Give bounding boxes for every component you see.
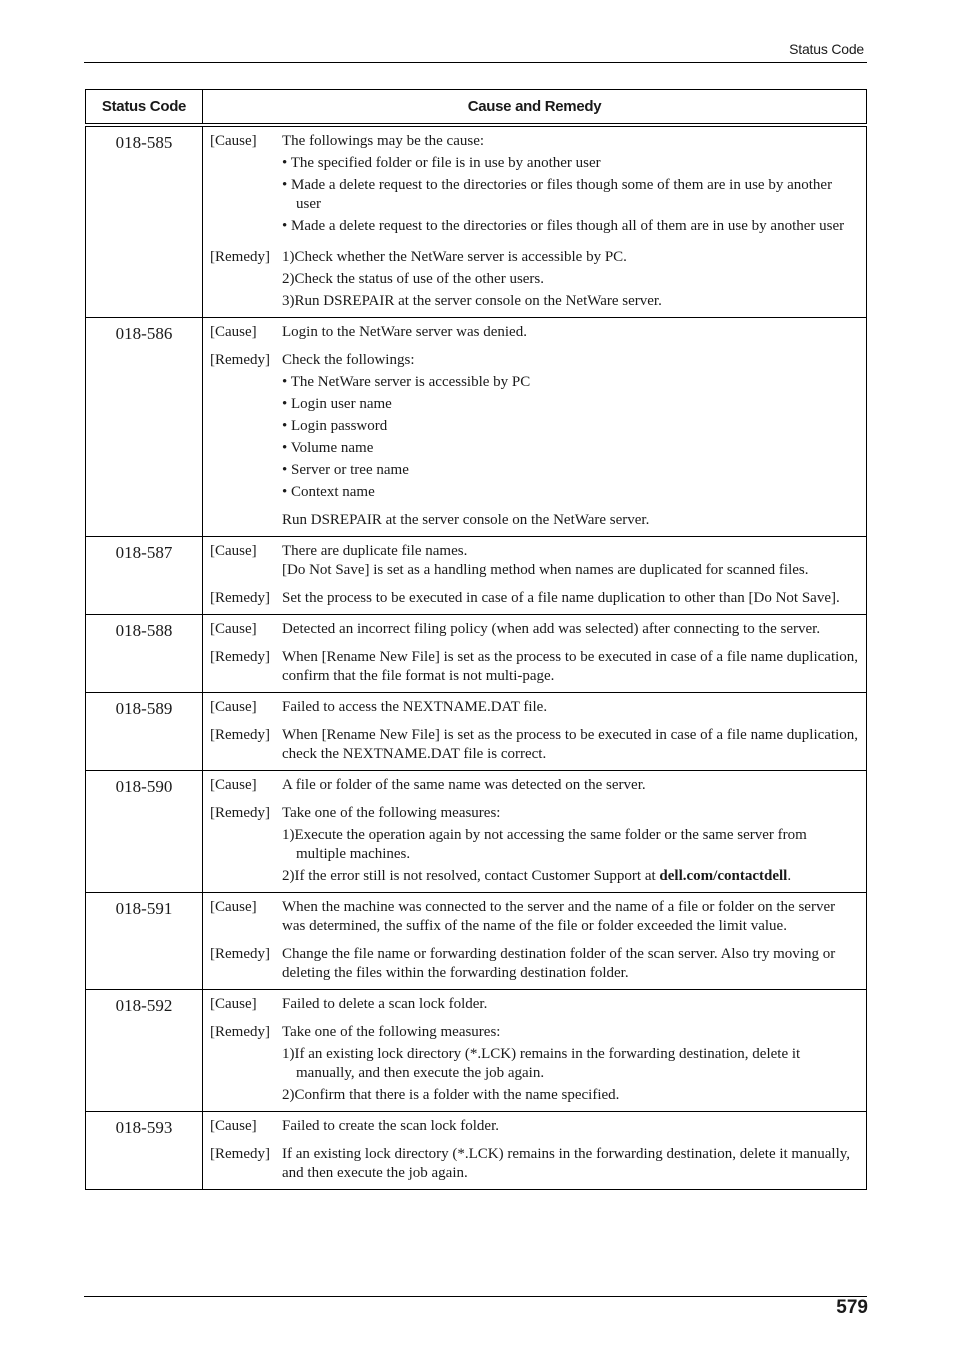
cause-label: [Cause] — [210, 699, 257, 715]
remedy-bullet: • Server or tree name — [282, 462, 409, 478]
cause-label: [Cause] — [210, 996, 257, 1012]
remedy-step: 1)If an existing lock directory (*.LCK) remains in the forwarding destination, delete it manually, and then execute the job again. — [282, 1046, 801, 1081]
remedy-text: Take one of the following measures: — [282, 1024, 501, 1040]
remedy-label: [Remedy] — [210, 1024, 270, 1040]
remedy-entry — [210, 1023, 860, 1105]
table-row — [86, 615, 867, 693]
remedy-entry — [210, 589, 860, 608]
cause-entry — [210, 995, 860, 1014]
remedy-step: 2)Confirm that there is a folder with the name specified. — [282, 1087, 620, 1103]
remedy-entry — [210, 648, 860, 686]
table-row — [86, 693, 867, 771]
cause-remedy-cell — [203, 771, 867, 893]
status-code: 018-589 — [86, 693, 203, 771]
remedy-label: [Remedy] — [210, 590, 270, 606]
page-number: 579 — [836, 1297, 868, 1318]
cause-remedy-cell — [203, 318, 867, 537]
remedy-text: When [Rename New File] is set as the process to be executed in case of a file name duplication, check the NEXTNAME.DAT file is correct. — [282, 727, 859, 762]
remedy-text: Change the file name or forwarding destination folder of the scan server. Also try moving or deleting the files within the forwarding destination folder. — [282, 946, 836, 981]
status-code: 018-586 — [86, 318, 203, 537]
cause-label: [Cause] — [210, 543, 257, 559]
table-row — [86, 771, 867, 893]
remedy-entry — [210, 804, 860, 886]
cause-label: [Cause] — [210, 324, 257, 340]
remedy-bullet: • Context name — [282, 484, 375, 500]
remedy-text: When [Rename New File] is set as the process to be executed in case of a file name duplication, confirm that the file format is not multi-page. — [282, 649, 859, 684]
column-header-status-code: Status Code — [86, 90, 203, 126]
cause-remedy-cell — [203, 615, 867, 693]
cause-entry — [210, 698, 860, 717]
cause-text: A file or folder of the same name was detected on the server. — [282, 777, 646, 793]
cause-remedy-cell — [203, 990, 867, 1112]
remedy-label: [Remedy] — [210, 805, 270, 821]
cause-text: [Do Not Save] is set as a handling method when names are duplicated for scanned files. — [282, 562, 809, 578]
cause-label: [Cause] — [210, 1118, 257, 1134]
cause-entry — [210, 620, 860, 639]
cause-text: When the machine was connected to the server and the name of a file or folder on the server was determined, the suffix of the name of the file or folder exceeded the limit value. — [282, 899, 836, 934]
cause-entry — [210, 1117, 860, 1136]
remedy-step: 3)Run DSREPAIR at the server console on the NetWare server. — [282, 293, 662, 309]
status-code: 018-591 — [86, 893, 203, 990]
remedy-step: 1)Execute the operation again by not accessing the same folder or the same server from multiple machines. — [282, 827, 807, 862]
table-row — [86, 893, 867, 990]
table-row — [86, 125, 867, 318]
top-rule — [84, 62, 867, 63]
table-header-row — [86, 90, 867, 126]
cause-remedy-cell — [203, 125, 867, 318]
remedy-step-text: 2)If the error still is not resolved, contact Customer Support at — [282, 868, 660, 884]
status-code-table — [85, 89, 867, 1190]
remedy-bullet: • Login user name — [282, 396, 392, 412]
cause-label: [Cause] — [210, 777, 257, 793]
table-row — [86, 1112, 867, 1190]
remedy-label: [Remedy] — [210, 1146, 270, 1162]
remedy-label: [Remedy] — [210, 352, 270, 368]
status-code: 018-593 — [86, 1112, 203, 1190]
remedy-bullet: • Volume name — [282, 440, 374, 456]
cause-entry — [210, 898, 860, 936]
cause-text: There are duplicate file names. — [282, 543, 468, 559]
remedy-entry — [210, 726, 860, 764]
cause-label: [Cause] — [210, 133, 257, 149]
remedy-text: Set the process to be executed in case of a file name duplication to other than [Do Not Save]. — [282, 590, 840, 606]
contact-link[interactable]: dell.com/contactdell — [659, 868, 788, 884]
column-header-cause-remedy: Cause and Remedy — [203, 90, 867, 126]
cause-text: Detected an incorrect filing policy (when add was selected) after connecting to the server. — [282, 621, 821, 637]
remedy-entry — [210, 1145, 860, 1183]
remedy-bullet: • Login password — [282, 418, 388, 434]
remedy-step: 2)Check the status of use of the other users. — [282, 271, 545, 287]
cause-entry — [210, 776, 860, 795]
remedy-step: 1)Check whether the NetWare server is accessible by PC. — [282, 249, 627, 265]
remedy-step — [282, 867, 860, 886]
cause-text: Failed to access the NEXTNAME.DAT file. — [282, 699, 548, 715]
cause-remedy-cell — [203, 893, 867, 990]
cause-entry — [210, 323, 860, 342]
remedy-label: [Remedy] — [210, 649, 270, 665]
remedy-label: [Remedy] — [210, 727, 270, 743]
table-row — [86, 318, 867, 537]
cause-label: [Cause] — [210, 899, 257, 915]
cause-text: Failed to create the scan lock folder. — [282, 1118, 499, 1134]
cause-text: Login to the NetWare server was denied. — [282, 324, 527, 340]
status-code: 018-590 — [86, 771, 203, 893]
cause-bullet: • Made a delete request to the directories or files though some of them are in use by another user — [282, 177, 833, 212]
cause-remedy-cell — [203, 537, 867, 615]
cause-label: [Cause] — [210, 621, 257, 637]
table-row — [86, 990, 867, 1112]
table-row — [86, 537, 867, 615]
remedy-entry — [210, 351, 860, 530]
cause-entry — [210, 542, 860, 580]
running-head: Status Code — [789, 41, 864, 57]
remedy-text: Take one of the following measures: — [282, 805, 501, 821]
remedy-text: Run DSREPAIR at the server console on the NetWare server. — [282, 512, 650, 528]
remedy-bullet: • The NetWare server is accessible by PC — [282, 374, 531, 390]
remedy-entry — [210, 945, 860, 983]
remedy-step-suffix: . — [787, 868, 792, 884]
remedy-text: If an existing lock directory (*.LCK) remains in the forwarding destination, delete it manually, and then execute the job again. — [282, 1146, 851, 1181]
cause-bullet: • The specified folder or file is in use by another user — [282, 155, 601, 171]
status-code: 018-585 — [86, 125, 203, 318]
cause-bullet: • Made a delete request to the directories or files though all of them are in use by another user — [282, 218, 845, 234]
status-code: 018-592 — [86, 990, 203, 1112]
remedy-text: Check the followings: — [282, 352, 415, 368]
status-code: 018-587 — [86, 537, 203, 615]
cause-text: The followings may be the cause: — [282, 133, 485, 149]
cause-entry — [210, 132, 860, 239]
cause-remedy-cell — [203, 1112, 867, 1190]
cause-text: Failed to delete a scan lock folder. — [282, 996, 488, 1012]
remedy-label: [Remedy] — [210, 946, 270, 962]
remedy-entry — [210, 248, 860, 311]
cause-remedy-cell — [203, 693, 867, 771]
remedy-label: [Remedy] — [210, 249, 270, 265]
bottom-rule — [84, 1296, 867, 1297]
status-code: 018-588 — [86, 615, 203, 693]
